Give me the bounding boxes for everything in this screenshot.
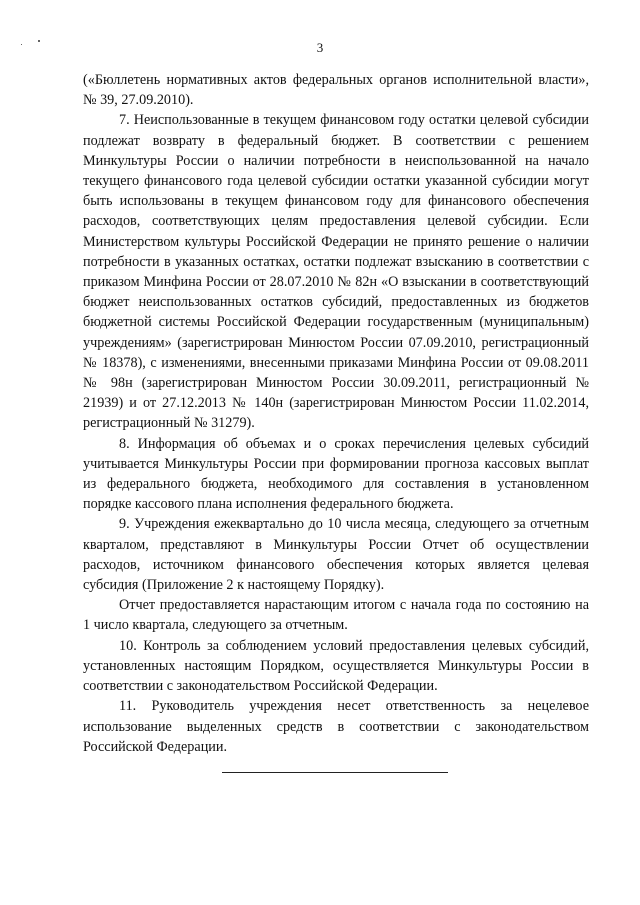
paragraph-item-7: 7. Неиспользованные в текущем финансовом году остатки целевой субсидии подлежат возврату в федеральный бюджет. В соответствии с решением Минкультуры России о наличии потребности в неиспользованной на начало текущего финансового года целевой субсидии остатки указанной субсидии могут быть использованы в текущем финансовом году для финансового обеспечения расходов, соответствующих целям предоставления целевой субсидии. Если Министерством культуры Российской Федерации не принято решение о наличии потребности в указанных остатках, остатки подлежат взысканию в соответствии с приказом Минфина России от 28.07.2010 № 82н «О взыскании в соответствующий бюджет неиспользованных остатков субсидий, предоставленных из бюджетов бюджетной системы Российской Федерации государственным (муниципальным) учреждениям» (зарегистрирован Минюстом России 07.09.2010, регистрационный № 18378), с изменениями, внесенными приказами Минфина России от 09.08.2011 № 98н (зарегистрирован Минюстом России 30.09.2011, регистрационный № 21939) и от 27.12.2013 № 140н (зарегистрирован Минюстом России 11.02.2014, регистрационный № 31279). — [83, 112, 589, 432]
paragraph-item-10: 10. Контроль за соблюдением условий предоставления целевых субсидий, установленных настоящим Порядком, осуществляется Минкультуры России в соответствии с законодательством Российской Федерации. — [83, 637, 589, 695]
paragraph-item-8: 8. Информация об объемах и о сроках перечисления целевых субсидий учитывается Минкультуры России при формировании прогноза кассовых выплат из федерального бюджета, необходимого для составления в установленном порядке кассового плана исполнения федерального бюджета. — [83, 435, 589, 513]
paragraph-item-9: 9. Учреждения ежеквартально до 10 числа месяца, следующего за отчетным кварталом, представляют в Минкультуры России Отчет об осуществлении расходов, источником финансового обеспечения которых является целевая субсидия (Приложение 2 к настоящему Порядку). — [83, 516, 589, 594]
document-body — [83, 70, 589, 757]
paragraph-item-11: 11. Руководитель учреждения несет ответственность за нецелевое использование выделенных средств в соответствии с законодательством Российской Федерации. — [83, 698, 589, 755]
end-of-document-rule — [222, 772, 448, 773]
paragraph-continuation: («Бюллетень нормативных актов федеральных органов исполнительной власти», № 39, 27.09.2010). — [83, 72, 589, 109]
paragraph-item-9-report: Отчет предоставляется нарастающим итогом с начала года по состоянию на 1 число квартала, следующего за отчетным. — [83, 597, 589, 634]
page-number: 3 — [316, 40, 324, 55]
